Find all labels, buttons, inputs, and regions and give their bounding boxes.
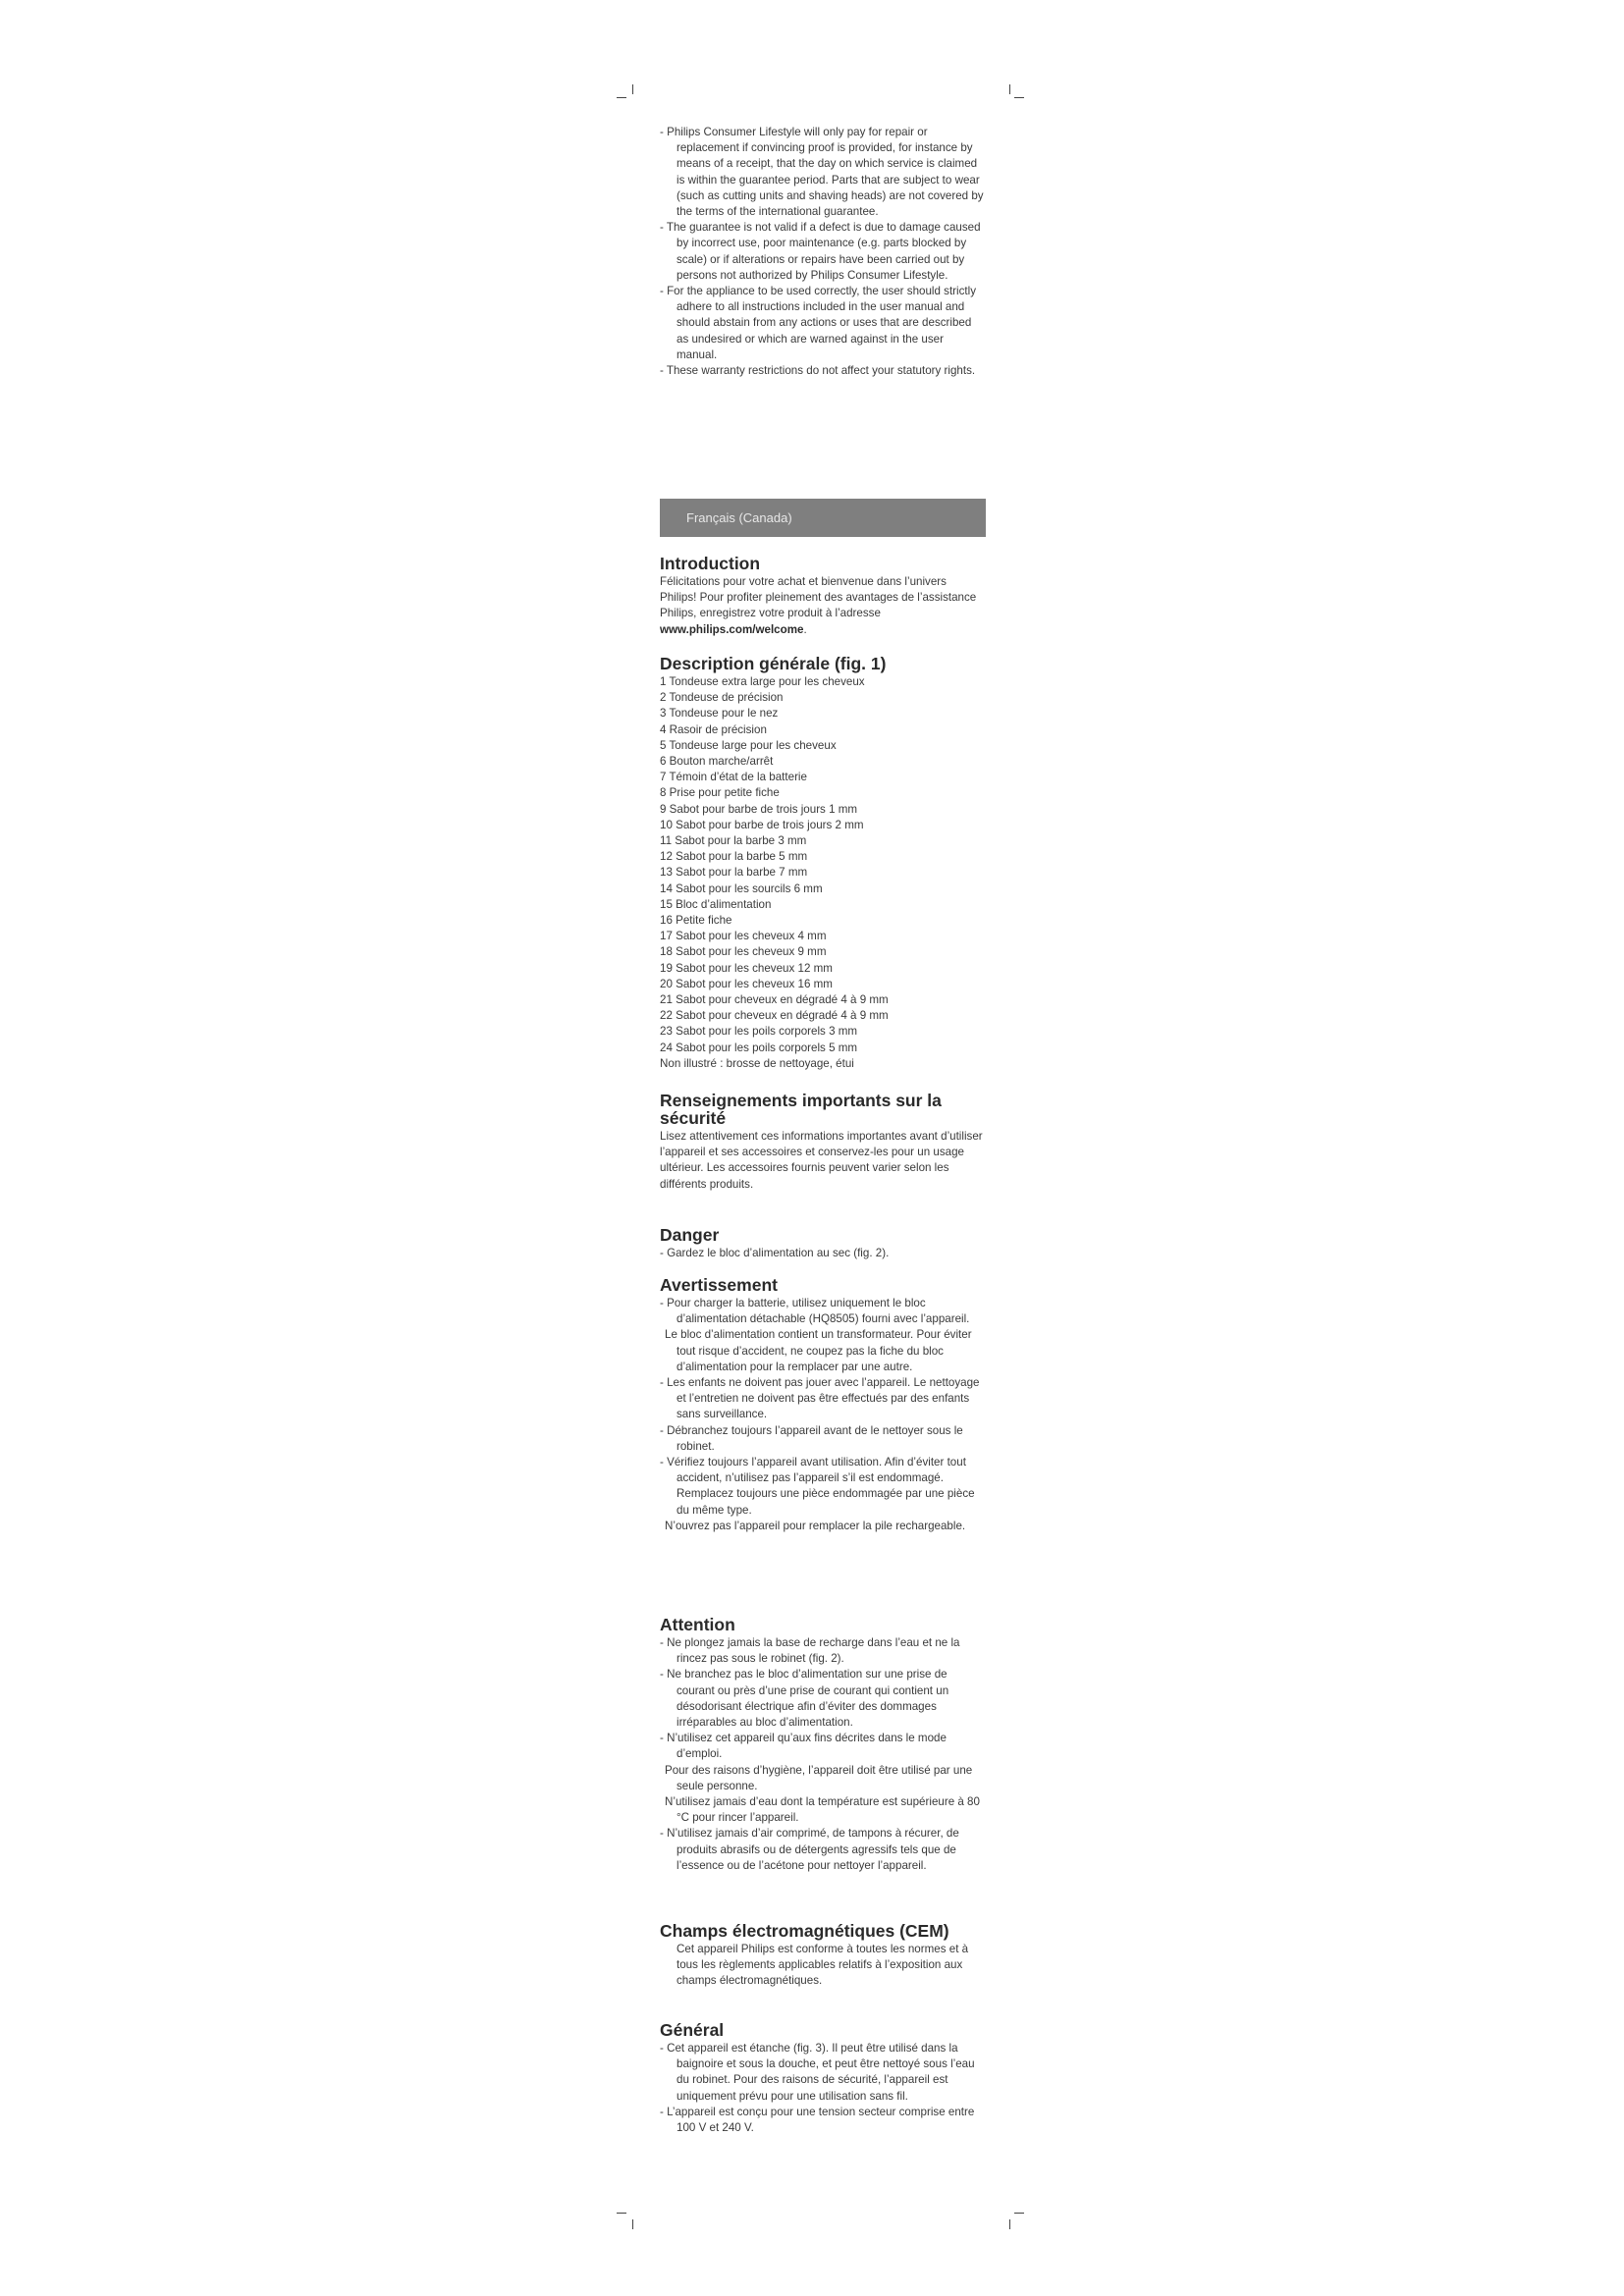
warranty-item: - For the appliance to be used correctly, the user should strictly adhere to all instructions included in the user manual and should abstain from any actions or uses that are described as undesired or which are warned against in the user manual. [660, 285, 976, 361]
list-item: 6 Bouton marche/arrêt [660, 755, 774, 769]
warning-item: - Vérifiez toujours l’appareil avant utilisation. Afin d’éviter tout accident, n’utilisez pas l’appareil s’il est endommagé. Remplacez toujours une pièce endommagée par une pièce du même type. [660, 1456, 975, 1517]
safety-heading: Renseignements importants sur la sécurité [660, 1091, 942, 1128]
danger-heading: Danger [660, 1225, 720, 1245]
list-item: 19 Sabot pour les cheveux 12 mm [660, 961, 833, 975]
list-item: 21 Sabot pour cheveux en dégradé 4 à 9 mm [660, 993, 889, 1007]
list-item: 2 Tondeuse de précision [660, 691, 784, 705]
warning-section [660, 1276, 986, 1534]
language-label: Français (Canada) [686, 510, 792, 525]
danger-section [660, 1226, 986, 1261]
description-heading: Description générale (fig. 1) [660, 654, 887, 673]
caution-item: - N’utilisez cet appareil qu’aux fins décrites dans le mode d’emploi. [660, 1732, 947, 1761]
warranty-list [660, 125, 986, 379]
list-item: 10 Sabot pour barbe de trois jours 2 mm [660, 818, 864, 831]
list-item: 3 Tondeuse pour le nez [660, 707, 779, 721]
crop-mark-bottom-left-h [617, 2213, 626, 2214]
crop-mark-bottom-right-h [1014, 2213, 1024, 2214]
list-item: 20 Sabot pour les cheveux 16 mm [660, 977, 833, 990]
list-item: 23 Sabot pour les poils corporels 3 mm [660, 1025, 858, 1039]
general-item: - Cet appareil est étanche (fig. 3). Il peut être utilisé dans la baignoire et sous la douche, et peut être nettoyé sous l’eau du robinet. Pour des raisons de sécurité, l’appareil est uniquement prévu pour une utilisation sans fil. [660, 2042, 975, 2103]
caution-item: - Ne plongez jamais la base de recharge dans l’eau et ne la rincez pas sous le robinet (fig. 2). [660, 1636, 960, 1666]
introduction-heading: Introduction [660, 554, 761, 573]
warranty-item: - Philips Consumer Lifestyle will only pay for repair or replacement if convincing proof is provided, for instance by means of a receipt, that the day on which service is claimed is within the guarantee period. Parts that are subject to wear (such as cutting units and shaving heads) are not covered by the terms of the international guarantee. [660, 126, 984, 219]
warning-subitem: N’ouvrez pas l’appareil pour remplacer la pile rechargeable. [665, 1519, 966, 1532]
warning-heading: Avertissement [660, 1275, 778, 1295]
emf-heading: Champs électromagnétiques (CEM) [660, 1921, 949, 1941]
danger-item: - Gardez le bloc d’alimentation au sec (fig. 2). [660, 1247, 890, 1259]
list-item: 8 Prise pour petite fiche [660, 786, 780, 800]
list-item: 22 Sabot pour cheveux en dégradé 4 à 9 mm [660, 1009, 889, 1023]
language-section-bar [660, 499, 986, 537]
crop-mark-bottom-right-v [1009, 2219, 1010, 2229]
list-item: 13 Sabot pour la barbe 7 mm [660, 866, 808, 880]
warning-item: - Débranchez toujours l’appareil avant de le nettoyer sous le robinet. [660, 1423, 963, 1453]
caution-section [660, 1616, 986, 1874]
crop-mark-top-left-h [617, 97, 626, 98]
crop-mark-top-right-v [1009, 84, 1010, 94]
list-item: 9 Sabot pour barbe de trois jours 1 mm [660, 802, 858, 816]
emf-section [660, 1922, 986, 1990]
warranty-item: - These warranty restrictions do not affect your statutory rights. [660, 364, 976, 378]
caution-item: - Ne branchez pas le bloc d’alimentation sur une prise de courant ou près d’une prise de courant qui contient un désodorisant électrique afin d’éviter des dommages irréparables au bloc d’alimentation. [660, 1668, 949, 1730]
caution-subitem: Pour des raisons d’hygiène, l’appareil doit être utilisé par une seule personne. [665, 1763, 973, 1792]
welcome-link[interactable]: www.philips.com/welcome [660, 622, 804, 636]
list-item: 7 Témoin d’état de la batterie [660, 771, 807, 784]
list-item: 16 Petite fiche [660, 914, 732, 928]
warning-item: - Pour charger la batterie, utilisez uniquement le bloc d’alimentation détachable (HQ8505) fourni avec l’appareil. [660, 1297, 970, 1326]
introduction-text: Félicitations pour votre achat et bienvenue dans l’univers Philips! Pour profiter pleinement des avantages de l’assistance Philips, enregistrez votre produit à l’adresse www.philips.com/welcome. [660, 575, 977, 636]
introduction-section [660, 555, 986, 638]
general-item: - L’appareil est conçu pour une tension secteur comprise entre 100 V et 240 V. [660, 2105, 975, 2135]
caution-item: - N’utilisez jamais d’air comprimé, de tampons à récurer, de produits abrasifs ou de détergents agressifs tels que de l’essence ou de l’acétone pour nettoyer l’appareil. [660, 1827, 959, 1872]
description-section [660, 655, 986, 1072]
list-item: Non illustré : brosse de nettoyage, étui [660, 1056, 854, 1070]
list-item: 4 Rasoir de précision [660, 722, 767, 736]
list-item: 24 Sabot pour les poils corporels 5 mm [660, 1041, 858, 1054]
crop-mark-top-right-h [1014, 97, 1024, 98]
list-item: 1 Tondeuse extra large pour les cheveux [660, 675, 865, 688]
safety-text: Lisez attentivement ces informations importantes avant d’utiliser l’appareil et ses accessoires et conservez-les pour un usage ultérieur. Les accessoires fournis peuvent varier selon les différents produits. [660, 1130, 983, 1191]
caution-heading: Attention [660, 1615, 735, 1634]
caution-subitem: N’utilisez jamais d’eau dont la température est supérieure à 80 °C pour rincer l’appareil. [665, 1795, 980, 1825]
warning-item: - Les enfants ne doivent pas jouer avec l’appareil. Le nettoyage et l’entretien ne doivent pas être effectués par des enfants sans surveillance. [660, 1376, 980, 1421]
emf-text: Cet appareil Philips est conforme à toutes les normes et à tous les règlements applicables relatifs à l’exposition aux champs électromagnétiques. [677, 1943, 969, 1988]
list-item: 14 Sabot pour les sourcils 6 mm [660, 881, 823, 895]
safety-section [660, 1092, 986, 1193]
crop-mark-top-left-v [632, 84, 633, 94]
list-item: 18 Sabot pour les cheveux 9 mm [660, 945, 827, 959]
list-item: 17 Sabot pour les cheveux 4 mm [660, 930, 827, 943]
list-item: 12 Sabot pour la barbe 5 mm [660, 850, 808, 864]
list-item: 11 Sabot pour la barbe 3 mm [660, 834, 807, 848]
warranty-item: - The guarantee is not valid if a defect is due to damage caused by incorrect use, poor maintenance (e.g. parts blocked by scale) or if alterations or repairs have been carried out by persons not authorized by Philips Consumer Lifestyle. [660, 221, 981, 282]
list-item: 5 Tondeuse large pour les cheveux [660, 738, 837, 752]
crop-mark-bottom-left-v [632, 2219, 633, 2229]
general-section [660, 2021, 986, 2136]
description-list [660, 674, 986, 1072]
general-heading: Général [660, 2020, 725, 2040]
warning-subitem: Le bloc d’alimentation contient un transformateur. Pour éviter tout risque d’accident, ne coupez pas la fiche du bloc d’alimentation pour la remplacer par une autre. [665, 1328, 972, 1373]
list-item: 15 Bloc d’alimentation [660, 897, 772, 911]
